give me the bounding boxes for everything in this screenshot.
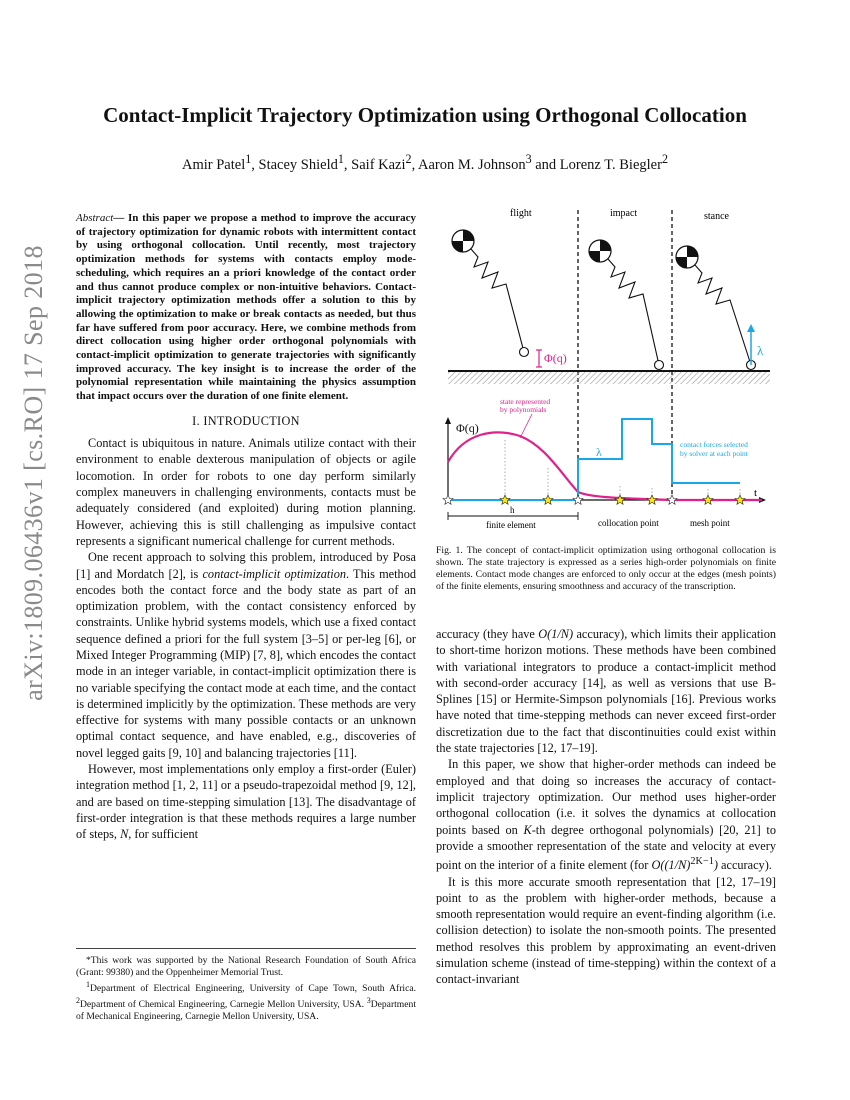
t-axis-label: t bbox=[754, 487, 758, 499]
author-name: , Stacey Shield bbox=[251, 156, 338, 173]
math-exponent: 2K−1 bbox=[690, 856, 714, 868]
affiliation-mark: 2 bbox=[405, 152, 412, 166]
text-run: Department of Electrical Engineering, University of Cape Town, South Africa. bbox=[90, 983, 416, 995]
text-run: accuracy). bbox=[717, 858, 772, 873]
math-expression: O((1/N) bbox=[651, 858, 691, 873]
abstract-label: Abstract bbox=[76, 212, 114, 224]
text-run: However, most implementations only employ a first-order (Euler) integration method [1, 2, 11] or a pseudo-trapezoidal method [9, 12], and are based on time-stepping simulation [13]. The disadvantage of first-order integration is that these methods requires a large number of steps, bbox=[76, 762, 416, 842]
phase-label-stance: stance bbox=[704, 211, 729, 222]
robot-stance bbox=[676, 246, 756, 370]
phase-label-impact: impact bbox=[610, 208, 638, 219]
lambda-force-trace bbox=[448, 419, 740, 500]
affiliation-mark: 1 bbox=[337, 152, 344, 166]
robot-flight bbox=[452, 230, 529, 357]
text-run: , for sufficient bbox=[128, 827, 199, 842]
left-column bbox=[76, 212, 416, 843]
intro-paragraph: Contact is ubiquitous in nature. Animals utilize contact with their environment to enable dexterous manipulation of objects or agile locomotion. In order for robots to one day perform similarly complex maneuvers in challenging environments, contacts must be adequately considered (and exploited) during motion planning. However, achieving this is still challenging as impulsive contact represents a significant numerical challenge for current methods. bbox=[76, 436, 416, 548]
affiliation-mark: 3 bbox=[525, 152, 532, 166]
math-symbol: K bbox=[523, 822, 532, 837]
math-expression: ) bbox=[713, 858, 718, 873]
emphasis: contact-implicit optimization bbox=[202, 566, 347, 581]
text-run: In this paper, we show that higher-order methods can indeed be employed and that doing so increases the accuracy of contact-implicit trajectory optimization. Our method uses higher-order orthogonal collocation (i.e. it solves the dynamics at collocation points based on bbox=[436, 757, 776, 837]
arxiv-identifier-text: arXiv:1809.06436v1 [cs.RO] 17 Sep 2018 bbox=[19, 245, 48, 701]
figure-caption bbox=[436, 545, 776, 593]
text-run: accuracy (they have bbox=[436, 627, 539, 641]
text-run: One recent approach to solving this problem, introduced by Posa [1] and Mordatch [2], is bbox=[76, 550, 416, 581]
figure-1 bbox=[440, 200, 780, 540]
text-run: Department of Chemical Engineering, Carnegie Mellon University, USA. bbox=[80, 999, 367, 1011]
lambda-label: λ bbox=[757, 343, 764, 358]
intro-paragraph bbox=[76, 761, 416, 842]
h-label: h bbox=[510, 505, 515, 515]
arxiv-identifier bbox=[14, 245, 54, 701]
collocation-point-label: collocation point bbox=[598, 518, 659, 528]
contact-implicit-diagram bbox=[440, 200, 780, 540]
footnotes bbox=[76, 948, 416, 1023]
affiliation-mark: 2 bbox=[76, 996, 80, 1006]
lambda-plot-label: λ bbox=[596, 445, 602, 459]
annotation-forces: contact forces selected bbox=[680, 440, 748, 449]
author-name: , Saif Kazi bbox=[343, 156, 406, 173]
abstract-dash: — bbox=[113, 212, 129, 224]
paper-title: Contact-Implicit Trajectory Optimization using Orthogonal Collocation bbox=[103, 103, 747, 127]
annotation-state: state represented bbox=[500, 397, 551, 406]
author-name: and Lorenz T. Biegler bbox=[531, 156, 662, 173]
body-paragraph bbox=[436, 626, 776, 756]
text-run: . This method encodes both the contact force and the body state as part of an optimization problem, with the contact consistency enforced by constraints. Unlike hybrid systems models, which use a fixed contact sequence defined a priori for the full system [3–5] or per-leg [6], or Mixed Integer Programming (MIP) [7, 8], which encodes the contact mode in an integer variable, in contact-implicit optimization there is no variable specifying the contact mode at each time, and the contact is determined implicitly by the optimization. These methods are very effective for systems with many possible contacts or an unknown optimal contact sequence, and have enabled, e.g., discoveries of novel legged gaits [9, 10] and balancing trajectories [11]. bbox=[76, 566, 416, 760]
text-run: accuracy), which limits their application to short-time horizon motions. These methods have been combined with variational integrators to produce a contact-implicit method with second-order accuracy [14], as well as versions that use B-Splines [15] or Hermite-Simpson polynomials [16]. Previous works have noted that time-stepping methods can never exceed first-order discretization due to the fact that discontinuities could exist within the state trajectories [12, 17–19]. bbox=[436, 627, 776, 756]
math-expression: O(1/N) bbox=[538, 627, 574, 641]
body-paragraph: It is this more accurate smooth representation that [12, 17–19] point to as the problem with higher-order methods, because a smooth representation would require an event-finding algorithm (i.e. collision detection) to isolate the non-smooth points. The presented method resolves this problem by approximating an event-driven simulation scheme (instead of time-stepping) within the context of a contact-invariant bbox=[436, 874, 776, 987]
phase-label-flight: flight bbox=[510, 208, 532, 219]
phi-label: Φ(q) bbox=[544, 351, 567, 365]
right-column bbox=[436, 626, 776, 988]
funding-footnote: *This work was supported by the National Research Foundation of South Africa (Grant: 99380) and the Oppenheimer Memorial Trust. bbox=[76, 955, 416, 978]
phi-plot-label: Φ(q) bbox=[456, 421, 479, 435]
ground-hatch bbox=[448, 372, 770, 384]
intro-paragraph bbox=[76, 549, 416, 761]
text-run: -th degree orthogonal polynomials) [20, 21] to provide a smoother representation of the state and velocity at every point on the interior of a finite element (for bbox=[436, 822, 776, 873]
abstract-text: In this paper we propose a method to improve the accuracy of trajectory optimization for dynamic robots with intermittent contact by using orthogonal collocation. Until recently, most trajectory optimization methods for systems with contacts employ mode-scheduling, which requires an a priori knowledge of the contact order and thus cannot produce complex or non-intuitive behaviors. Contact-implicit trajectory optimization methods offer a solution to this by allowing the optimization to make or break contacts as needed, but thus far have suffered from poor accuracy. Here, we combine methods from direct collocation using higher order orthogonal polynomials with contact-implicit optimization to generate trajectories with significantly improved accuracy. The key insight is to increase the order of the polynomial representation while maintaining the physics assumption that impact occurs over the duration of one finite element. bbox=[76, 212, 417, 403]
mesh-point-label: mesh point bbox=[690, 518, 730, 528]
robot-impact bbox=[589, 240, 664, 370]
caption-label: Fig. 1. bbox=[436, 545, 463, 556]
body-paragraph bbox=[436, 756, 776, 873]
math-symbol: N bbox=[120, 827, 129, 842]
annotation-state-2: by polynomials bbox=[500, 405, 547, 414]
author-name: Amir Patel bbox=[182, 156, 246, 173]
affiliation-mark: 1 bbox=[245, 152, 252, 166]
text-run: Department of Mechanical Engineering, Carnegie Mellon University, USA. bbox=[76, 999, 416, 1023]
author-name: , Aaron M. Johnson bbox=[411, 156, 526, 173]
annotation-forces-2: by solver at each point bbox=[680, 449, 748, 458]
caption-text: The concept of contact-implicit optimization using orthogonal collocation is shown. The state trajectory is expressed as a series high-order polynomials on finite elements. Contact mode changes are enforced to only occur at the edges (mesh points) of the finite elements, ensuring smoothness and accuracy of the transcription. bbox=[436, 545, 776, 593]
section-heading: I. INTRODUCTION bbox=[192, 413, 300, 428]
affiliation-footnote bbox=[76, 979, 416, 1023]
affiliation-mark: 3 bbox=[366, 996, 371, 1006]
affiliation-mark: 2 bbox=[661, 152, 668, 166]
affiliation-mark: 1 bbox=[86, 980, 90, 989]
abstract bbox=[76, 212, 416, 404]
author-list bbox=[0, 152, 850, 174]
finite-element-label: finite element bbox=[486, 520, 536, 530]
